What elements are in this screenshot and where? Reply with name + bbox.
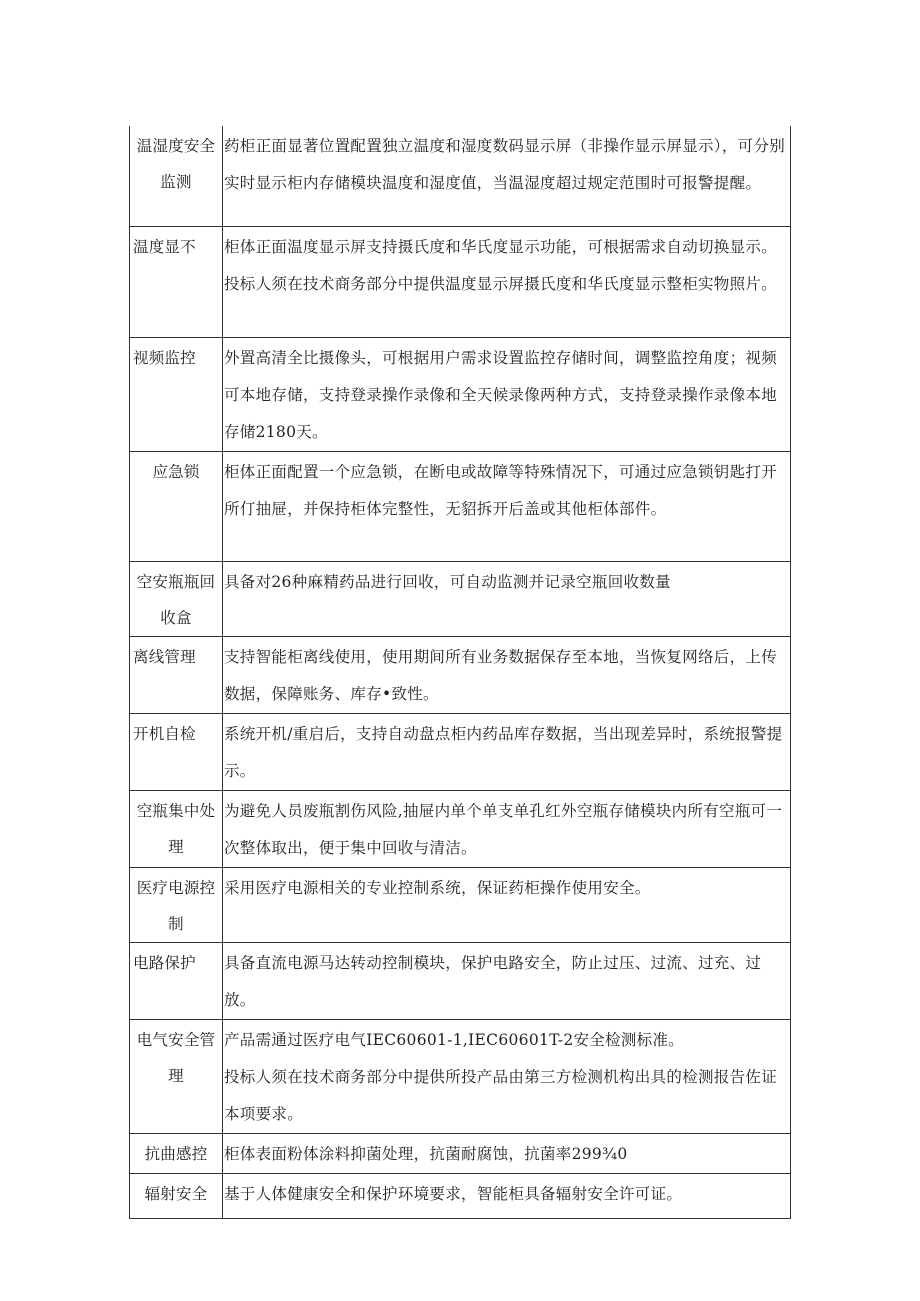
row-desc-cell: [223, 337, 791, 451]
table-row: [130, 1173, 791, 1218]
row-label: 温度显不: [133, 237, 196, 256]
row-description: [223, 452, 790, 528]
desc-line: 采用医疗电源相关的专业控制系统，保证药柜操作使用安全。: [224, 878, 651, 897]
row-desc-cell: [223, 451, 791, 561]
row-label: 温湿度安全监测: [136, 137, 216, 191]
table-row: [130, 942, 791, 1019]
row-description: [223, 868, 790, 907]
row-label-cell: [130, 713, 223, 790]
row-description: [223, 637, 790, 713]
row-label-cell: [130, 226, 223, 337]
row-desc-cell: [223, 1173, 791, 1218]
row-label-cell: [130, 451, 223, 561]
row-label: 开机自检: [133, 724, 196, 743]
desc-line: 具备对26种麻精药品进行回收，可自动监测并记录空瓶回收数量: [224, 572, 671, 591]
row-description: [223, 791, 790, 867]
desc-line: 柜体正面配置一个应急锁，在断电或故障等特殊情况下，可通过应急锁钥匙打开所仃抽屉，并保持柜体完整性，无貂拆开后盖或其他柜体部件。: [224, 462, 778, 518]
desc-line: 为避免人员废瓶割伤风险,抽屉内单个单支单孔红外空瓶存储模块内所有空瓶可一次整体取出，便于集中回收与清洁。: [224, 801, 783, 857]
row-description: [223, 126, 790, 202]
row-description: [223, 338, 790, 451]
table-row: [130, 226, 791, 337]
row-label: 医疗电源控制: [136, 878, 216, 933]
desc-line: 药柜正面显著位置配置独立温度和湿度数码显示屏（非操作显示屏显示），可分别实时显示柜内存储模块温度和湿度值，当温湿度超过规定范围时可报警提醒。: [224, 137, 786, 192]
row-label: 电气安全管理: [136, 1030, 216, 1085]
row-label: 空安瓶瓶回收盒: [136, 572, 216, 627]
row-label: 应急锁: [152, 462, 200, 481]
row-label-cell: [130, 126, 223, 226]
row-desc-cell: [223, 226, 791, 337]
table-row: [130, 126, 791, 226]
table-row: [130, 867, 791, 942]
row-label-cell: [130, 942, 223, 1019]
row-label: 辐射安全: [144, 1184, 208, 1203]
desc-line: 投标人须在技术商务部分中提供所投产品由第三方检测机构出具的检测报告佐证本项要求。: [224, 1067, 778, 1123]
desc-line: 具备直流电源马达转动控制模块，保护电路安全，防止过压、过流、过充、过放。: [224, 953, 762, 1009]
table-row: [130, 790, 791, 867]
desc-line: 产品需通过医疗电气IEC60601-1,IEC60601T-2安全检测标准。: [224, 1030, 685, 1049]
row-description: [223, 1174, 790, 1213]
row-label: 电路保护: [133, 953, 196, 972]
row-desc-cell: [223, 1019, 791, 1133]
row-label: 离线管理: [133, 647, 196, 666]
table-row: [130, 1019, 791, 1133]
row-label: 空瓶集中处理: [136, 801, 216, 856]
table-row: [130, 713, 791, 790]
desc-line: 基于人体健康安全和保护环境要求，智能柜具备辐射安全许可证。: [224, 1184, 683, 1203]
table-row: [130, 1133, 791, 1173]
desc-line: 柜体正面温度显示屏支持摄氏度和华氏度显示功能，可根据需求自动切换显示。投标人须在技术商务部分中提供温度显示屏摄氏度和华氏度显示整柜实物照片。: [224, 237, 778, 293]
row-description: [223, 1020, 790, 1133]
row-desc-cell: [223, 713, 791, 790]
desc-line: 柜体表面粉体涂料抑菌处理，抗菌耐腐蚀，抗菌率299¾0: [224, 1144, 628, 1163]
row-label-cell: [130, 636, 223, 713]
row-label-cell: [130, 1019, 223, 1133]
desc-line: 外置高清全比摄像头，可根据用户需求设置监控存储时间，调整监控角度；视频可本地存储，支持登录操作录像和全天候录像两种方式，支持登录操作录像本地存储2180天。: [224, 348, 778, 441]
row-desc-cell: [223, 867, 791, 942]
row-description: [223, 943, 790, 1019]
row-description: [223, 714, 790, 790]
row-label-cell: [130, 337, 223, 451]
row-desc-cell: [223, 942, 791, 1019]
row-label: 抗曲感控: [144, 1144, 208, 1163]
row-desc-cell: [223, 561, 791, 636]
row-label-cell: [130, 867, 223, 942]
table-row: [130, 561, 791, 636]
row-desc-cell: [223, 636, 791, 713]
row-desc-cell: [223, 790, 791, 867]
spec-table: [129, 126, 791, 1219]
desc-line: 系统开机/重启后，支持自动盘点柜内药品库存数据，当出现差异时，系统报警提示。: [224, 724, 783, 780]
row-description: [223, 1134, 790, 1173]
table-row: [130, 451, 791, 561]
row-desc-cell: [223, 126, 791, 226]
table-row: [130, 636, 791, 713]
row-description: [223, 227, 790, 303]
row-label-cell: [130, 790, 223, 867]
row-label-cell: [130, 561, 223, 636]
row-label-cell: [130, 1173, 223, 1218]
desc-line: 支持智能柜离线使用，使用期间所有业务数据保存至本地，当恢复网络后，上传数据，保障账务、库存•致性。: [224, 647, 778, 703]
row-label-cell: [130, 1133, 223, 1173]
row-label: 视频监控: [133, 348, 196, 367]
row-description: [223, 562, 790, 601]
row-desc-cell: [223, 1133, 791, 1173]
spec-table-body: [130, 126, 791, 1218]
table-row: [130, 337, 791, 451]
